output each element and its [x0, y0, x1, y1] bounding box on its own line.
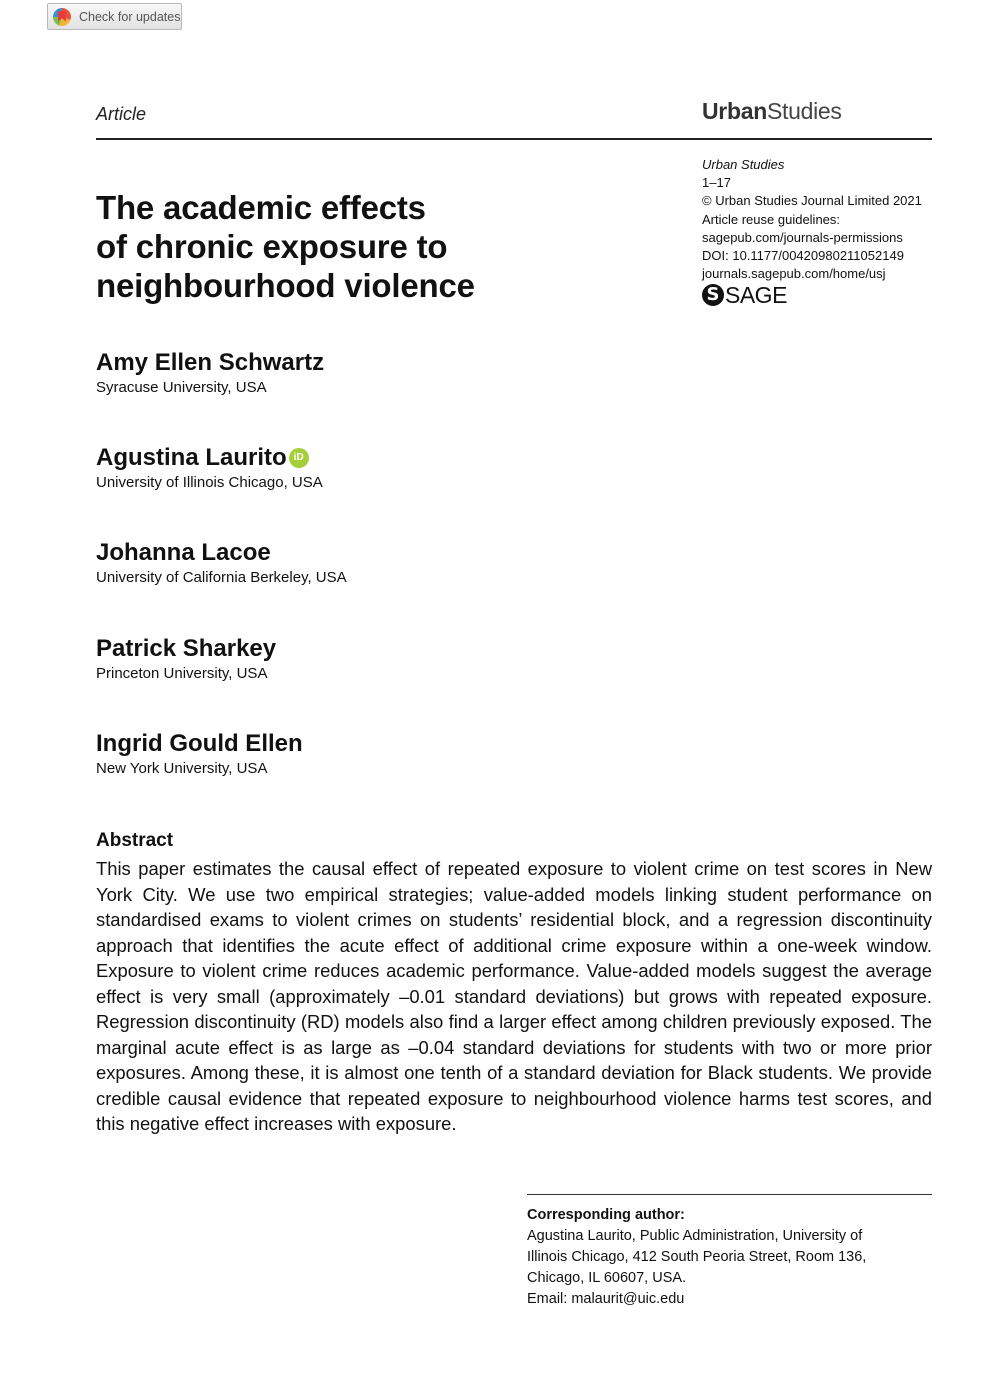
- orcid-icon[interactable]: iD: [289, 448, 309, 468]
- corresponding-author-email[interactable]: Email: malaurit@uic.edu: [527, 1291, 685, 1307]
- corresponding-author-heading: Corresponding author:: [527, 1207, 685, 1223]
- corresponding-author: [527, 1205, 932, 1310]
- author-affiliation: University of California Berkeley, USA: [96, 569, 347, 586]
- author-block: [96, 444, 323, 493]
- author-block: [96, 349, 324, 398]
- corresponding-author-line: Agustina Laurito, Public Administration, University of: [527, 1228, 863, 1244]
- check-for-updates-button[interactable]: [47, 3, 182, 30]
- crossmark-icon: [53, 8, 71, 26]
- author-block: [96, 730, 303, 779]
- footnote-divider: [527, 1194, 932, 1195]
- author-affiliation: Princeton University, USA: [96, 665, 268, 682]
- author-affiliation: Syracuse University, USA: [96, 379, 267, 396]
- journal-meta: [702, 156, 942, 283]
- journal-logo-light: Studies: [766, 98, 842, 124]
- check-for-updates-label: Check for updates: [79, 9, 181, 24]
- journal-link[interactable]: journals.sagepub.com/home/usj: [702, 266, 886, 282]
- reuse-label: Article reuse guidelines:: [702, 211, 841, 227]
- corresponding-author-line: Chicago, IL 60607, USA.: [527, 1270, 687, 1286]
- sage-logo-text: SAGE: [725, 282, 787, 308]
- author-name: Agustina Laurito: [96, 444, 287, 471]
- article-type: Article: [96, 104, 147, 124]
- sage-s-icon: S: [702, 284, 724, 306]
- abstract-text: This paper estimates the causal effect of repeated exposure to violent crime on test scores in New York City. We use two empirical strategies; value-added models linking student performance on standardised exams to violent crimes on students’ residential block, and a regression discontinuity approach that identifies the acute effect of additional crime exposure within a one-week window. Exposure to violent crime reduces academic performance. Value-added models suggest the average effect is very small (approximately –0.01 standard deviations) but grows with repeated exposure. Regression discontinuity (RD) models also find a larger effect among children previously exposed. The marginal acute effect is as large as –0.04 standard deviations for students with two or more prior exposures. Among these, it is almost one tenth of a standard deviation for Black students. We provide credible causal evidence that repeated exposure to neighbourhood violence harms test scores, and this negative effect increases with exposure.: [96, 858, 932, 1134]
- author-name: Ingrid Gould Ellen: [96, 730, 303, 757]
- author-name-row: [96, 444, 323, 472]
- corresponding-author-line: Illinois Chicago, 412 South Peoria Street, Room 136,: [527, 1249, 867, 1265]
- journal-logo: [702, 98, 842, 125]
- doi[interactable]: DOI: 10.1177/00420980211052149: [702, 248, 904, 264]
- author-name: Johanna Lacoe: [96, 539, 271, 566]
- author-affiliation: University of Illinois Chicago, USA: [96, 474, 323, 491]
- author-block: [96, 635, 276, 684]
- author-name: Patrick Sharkey: [96, 635, 277, 662]
- header-divider: [96, 138, 932, 140]
- title-line-3: neighbourhood violence: [96, 267, 475, 304]
- abstract-heading: Abstract: [96, 830, 174, 851]
- reuse-link[interactable]: sagepub.com/journals-permissions: [702, 229, 903, 245]
- author-name: Amy Ellen Schwartz: [96, 349, 325, 376]
- title-line-1: The academic effects: [96, 189, 426, 226]
- page-range: 1–17: [702, 175, 731, 191]
- title-line-2: of chronic exposure to: [96, 228, 448, 265]
- journal-name: Urban Studies: [702, 157, 785, 172]
- author-affiliation: New York University, USA: [96, 760, 268, 777]
- paper-title: [96, 188, 576, 305]
- copyright: © Urban Studies Journal Limited 2021: [702, 193, 922, 209]
- journal-logo-bold: Urban: [702, 98, 767, 124]
- author-block: [96, 539, 347, 588]
- sage-logo: [702, 283, 787, 307]
